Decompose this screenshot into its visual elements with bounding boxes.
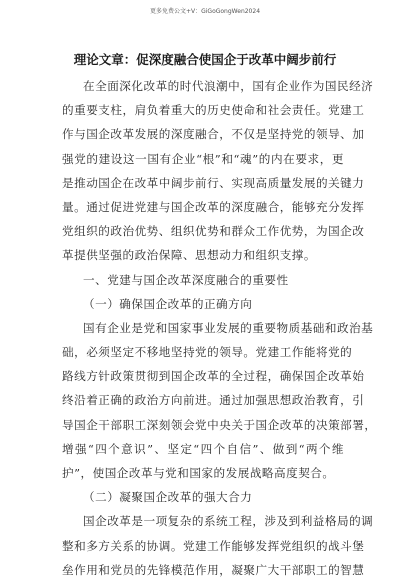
- watermark-text: 更多免费公文+V：GiGoGongWen2024: [149, 8, 261, 15]
- body-line: 作与国企改革发展的深度融合，不仅是坚持党的领导、加: [62, 127, 365, 142]
- body-line: 革提供坚强的政治保障、思想动力和组织支撑。: [62, 248, 316, 263]
- body-line: 护”，使国企改革与党和国家的发展战略高度契合。: [62, 466, 335, 480]
- body-line: 垒作用和党员的先锋模范作用，凝聚广大干部职工的智慧: [62, 562, 365, 577]
- body-line: 强党的建设这一国有企业“根”和“魂”的内在要求，更: [62, 151, 344, 166]
- body-line: 是推动国企在改革中阔步前行、实现高质量发展的关键力: [62, 175, 365, 190]
- body-line: 在全面深化改革的时代浪潮中，国有企业作为国民经济: [83, 79, 374, 93]
- document-title: 理论文章：促深度融合使国企于改革中阔步前行: [73, 52, 337, 67]
- body-line: 础，必须坚定不移地坚持党的领导。党建工作能将党的: [62, 345, 353, 360]
- body-line: 国有企业是党和国家事业发展的重要物质基础和政治基: [83, 320, 374, 335]
- body-line: 增强“四个意识”、坚定“四个自信”、做到“两个维: [62, 441, 344, 456]
- body-line: （二）凝聚国企改革的强大合力: [83, 490, 253, 505]
- body-line: 量。通过促进党建与国企改革的深度融合，能够充分发挥: [62, 199, 365, 214]
- body-line: 党组织的政治优势、组织优势和群众工作优势，为国企改: [62, 224, 365, 239]
- body-line: 的重要支柱，肩负着重大的历史使命和社会责任。党建工: [62, 103, 365, 118]
- body-line: 路线方针政策贯彻到国企改革的全过程，确保国企改革始: [62, 369, 365, 384]
- body-line: 一、党建与国企改革深度融合的重要性: [83, 272, 289, 287]
- body-line: 终沿着正确的政治方向前进。通过加强思想政治教育，引: [62, 393, 365, 408]
- document-body: [62, 74, 377, 582]
- body-line: 导国企干部职工深刻领会党中央关于国企改革的决策部署，: [62, 417, 377, 432]
- body-line: 整和多方关系的协调。党建工作能够发挥党组织的战斗堡: [62, 538, 365, 553]
- body-line: 国企改革是一项复杂的系统工程，涉及到利益格局的调: [83, 514, 374, 529]
- body-line: （一）确保国企改革的正确方向: [83, 296, 253, 311]
